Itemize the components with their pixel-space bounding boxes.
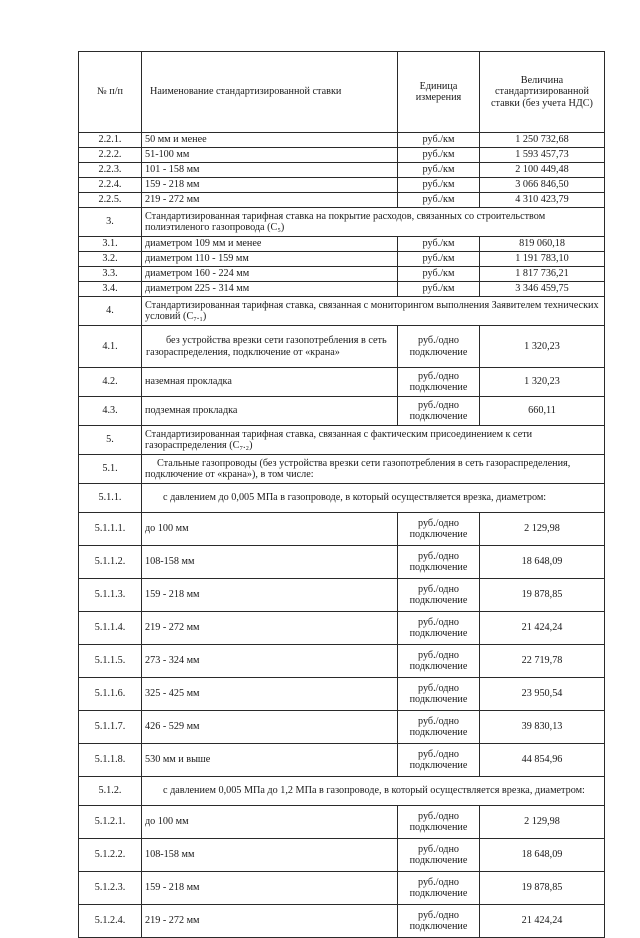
- table-row: [79, 326, 605, 368]
- row-unit: руб./одно подключение: [398, 905, 480, 938]
- row-num: 5.1.2.1.: [79, 806, 142, 839]
- header-num: № п/п: [79, 52, 142, 133]
- row-unit: руб./одно подключение: [398, 397, 480, 426]
- row-value: 21 424,24: [480, 905, 605, 938]
- table-row: [79, 193, 605, 208]
- row-num: 2.2.4.: [79, 178, 142, 193]
- row-value: 39 830,13: [480, 711, 605, 744]
- row-num: 2.2.3.: [79, 163, 142, 178]
- table-row: [79, 612, 605, 645]
- table-row: [79, 744, 605, 777]
- section-title: Стандартизированная тарифная ставка на покрытие расходов, связанных со строительством полиэтиленого газопровода (С₅): [142, 208, 605, 237]
- row-name: 219 - 272 мм: [142, 905, 398, 938]
- row-value: 660,11: [480, 397, 605, 426]
- row-value: 22 719,78: [480, 645, 605, 678]
- row-value: 21 424,24: [480, 612, 605, 645]
- row-num: 5.1.: [79, 455, 142, 484]
- row-num: 3.1.: [79, 237, 142, 252]
- row-name: 51-100 мм: [142, 148, 398, 163]
- row-unit: руб./км: [398, 148, 480, 163]
- header-value: Величина стандартизированной ставки (без учета НДС): [480, 52, 605, 133]
- row-value: 19 878,85: [480, 872, 605, 905]
- table-row: [79, 397, 605, 426]
- row-name: 426 - 529 мм: [142, 711, 398, 744]
- row-unit: руб./одно подключение: [398, 872, 480, 905]
- row-name: 219 - 272 мм: [142, 612, 398, 645]
- row-name: 101 - 158 мм: [142, 163, 398, 178]
- row-value: 19 878,85: [480, 579, 605, 612]
- table-header-row: [79, 52, 605, 133]
- section-title: с давлением 0,005 МПа до 1,2 МПа в газопроводе, в который осуществляется врезка, диаметром:: [142, 777, 605, 806]
- header-unit: Единица измерения: [398, 52, 480, 133]
- table-row: [79, 678, 605, 711]
- row-unit: руб./км: [398, 267, 480, 282]
- row-unit: руб./одно подключение: [398, 579, 480, 612]
- row-num: 5.: [79, 426, 142, 455]
- table-row: [79, 133, 605, 148]
- row-num: 3.: [79, 208, 142, 237]
- row-value: 23 950,54: [480, 678, 605, 711]
- table-row: [79, 513, 605, 546]
- row-unit: руб./одно подключение: [398, 839, 480, 872]
- table-row: [79, 178, 605, 193]
- row-unit: руб./км: [398, 252, 480, 267]
- row-num: 3.2.: [79, 252, 142, 267]
- tariff-rates-table: [78, 51, 605, 938]
- table-row: [79, 905, 605, 938]
- row-value: 3 066 846,50: [480, 178, 605, 193]
- row-name: 159 - 218 мм: [142, 872, 398, 905]
- row-name: до 100 мм: [142, 806, 398, 839]
- row-unit: руб./одно подключение: [398, 368, 480, 397]
- row-name: 108-158 мм: [142, 546, 398, 579]
- section-row: [79, 455, 605, 484]
- row-name: подземная прокладка: [142, 397, 398, 426]
- row-value: 1 250 732,68: [480, 133, 605, 148]
- row-value: 1 320,23: [480, 326, 605, 368]
- row-num: 5.1.1.1.: [79, 513, 142, 546]
- row-unit: руб./км: [398, 282, 480, 297]
- table-row: [79, 163, 605, 178]
- row-unit: руб./одно подключение: [398, 678, 480, 711]
- row-num: 5.1.2.4.: [79, 905, 142, 938]
- table-row: [79, 579, 605, 612]
- section-row: [79, 426, 605, 455]
- row-num: 5.1.1.3.: [79, 579, 142, 612]
- table-row: [79, 645, 605, 678]
- row-num: 5.1.1.5.: [79, 645, 142, 678]
- table-row: [79, 148, 605, 163]
- row-value: 3 346 459,75: [480, 282, 605, 297]
- row-value: 1 817 736,21: [480, 267, 605, 282]
- row-name: 219 - 272 мм: [142, 193, 398, 208]
- table-row: [79, 267, 605, 282]
- row-num: 5.1.1.2.: [79, 546, 142, 579]
- row-name: 325 - 425 мм: [142, 678, 398, 711]
- row-name: 159 - 218 мм: [142, 178, 398, 193]
- section-row: [79, 297, 605, 326]
- row-unit: руб./км: [398, 193, 480, 208]
- row-name: диаметром 160 - 224 мм: [142, 267, 398, 282]
- row-unit: руб./одно подключение: [398, 546, 480, 579]
- row-name: наземная прокладка: [142, 368, 398, 397]
- row-value: 1 593 457,73: [480, 148, 605, 163]
- section-title: Стандартизированная тарифная ставка, связанная с фактическим присоединением к сети газораспределения (С₇.₂): [142, 426, 605, 455]
- row-value: 18 648,09: [480, 839, 605, 872]
- row-unit: руб./одно подключение: [398, 645, 480, 678]
- row-value: 2 129,98: [480, 513, 605, 546]
- table-row: [79, 237, 605, 252]
- row-num: 2.2.5.: [79, 193, 142, 208]
- row-unit: руб./одно подключение: [398, 513, 480, 546]
- row-unit: руб./одно подключение: [398, 711, 480, 744]
- table-row: [79, 282, 605, 297]
- row-num: 5.1.2.2.: [79, 839, 142, 872]
- section-row: [79, 208, 605, 237]
- row-value: 1 191 783,10: [480, 252, 605, 267]
- row-name: 108-158 мм: [142, 839, 398, 872]
- row-num: 3.3.: [79, 267, 142, 282]
- section-title: Стандартизированная тарифная ставка, связанная с мониторингом выполнения Заявителем технических условий (С₇.₁): [142, 297, 605, 326]
- table-row: [79, 806, 605, 839]
- row-value: 2 129,98: [480, 806, 605, 839]
- header-name: Наименование стандартизированной ставки: [142, 52, 398, 133]
- row-num: 5.1.1.4.: [79, 612, 142, 645]
- row-num: 2.2.2.: [79, 148, 142, 163]
- row-unit: руб./км: [398, 163, 480, 178]
- section-row: [79, 777, 605, 806]
- row-value: 819 060,18: [480, 237, 605, 252]
- row-num: 5.1.2.: [79, 777, 142, 806]
- row-num: 5.1.1.8.: [79, 744, 142, 777]
- row-value: 2 100 449,48: [480, 163, 605, 178]
- row-name: 530 мм и выше: [142, 744, 398, 777]
- row-num: 5.1.1.: [79, 484, 142, 513]
- row-name: диаметром 225 - 314 мм: [142, 282, 398, 297]
- row-unit: руб./км: [398, 178, 480, 193]
- row-unit: руб./одно подключение: [398, 806, 480, 839]
- table-row: [79, 368, 605, 397]
- row-value: 1 320,23: [480, 368, 605, 397]
- row-unit: руб./одно подключение: [398, 326, 480, 368]
- row-num: 2.2.1.: [79, 133, 142, 148]
- section-row: [79, 484, 605, 513]
- row-name: 159 - 218 мм: [142, 579, 398, 612]
- row-num: 3.4.: [79, 282, 142, 297]
- row-name: без устройства врезки сети газопотребления в сеть газораспределения, подключение от «крана»: [142, 326, 398, 368]
- row-num: 5.1.1.7.: [79, 711, 142, 744]
- table-row: [79, 252, 605, 267]
- row-name: диаметром 109 мм и менее: [142, 237, 398, 252]
- section-title: с давлением до 0,005 МПа в газопроводе, в который осуществляется врезка, диаметром:: [142, 484, 605, 513]
- section-title: Стальные газопроводы (без устройства врезки сети газопотребления в сеть газораспределения, подключение от «крана»), в том числе:: [142, 455, 605, 484]
- table-row: [79, 711, 605, 744]
- row-unit: руб./км: [398, 133, 480, 148]
- row-num: 4.3.: [79, 397, 142, 426]
- row-num: 4.2.: [79, 368, 142, 397]
- table-row: [79, 839, 605, 872]
- row-num: 5.1.1.6.: [79, 678, 142, 711]
- row-name: диаметром 110 - 159 мм: [142, 252, 398, 267]
- row-name: до 100 мм: [142, 513, 398, 546]
- table-row: [79, 872, 605, 905]
- row-num: 5.1.2.3.: [79, 872, 142, 905]
- row-name: 273 - 324 мм: [142, 645, 398, 678]
- row-unit: руб./км: [398, 237, 480, 252]
- row-value: 4 310 423,79: [480, 193, 605, 208]
- row-value: 18 648,09: [480, 546, 605, 579]
- row-unit: руб./одно подключение: [398, 744, 480, 777]
- row-value: 44 854,96: [480, 744, 605, 777]
- table-row: [79, 546, 605, 579]
- row-name: 50 мм и менее: [142, 133, 398, 148]
- row-num: 4.1.: [79, 326, 142, 368]
- row-num: 4.: [79, 297, 142, 326]
- row-unit: руб./одно подключение: [398, 612, 480, 645]
